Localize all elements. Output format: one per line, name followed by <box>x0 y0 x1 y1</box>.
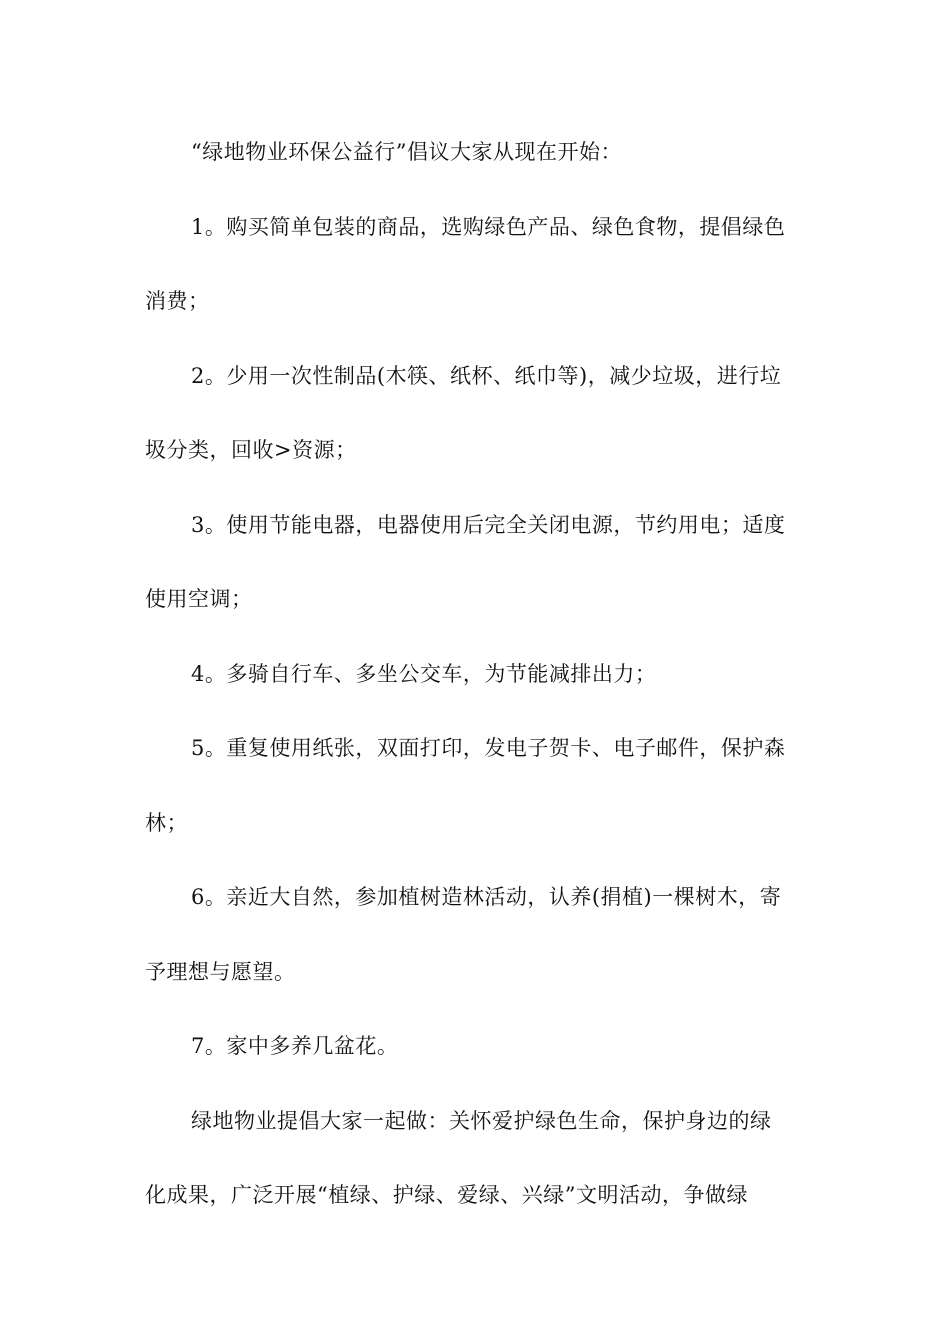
item-7-line-1: 7。家中多养几盆花。 <box>191 1034 399 1058</box>
item-5-line-2: 林； <box>145 810 188 835</box>
item-2-line-1: 2。少用一次性制品(木筷、纸杯、纸巾等)，减少垃圾，进行垃 <box>191 363 782 388</box>
item-4-line-1: 4。多骑自行车、多坐公交车，为节能减排出力； <box>191 661 657 686</box>
closing-line-1: 绿地物业提倡大家一起做：关怀爱护绿色生命，保护身边的绿 <box>191 1108 772 1133</box>
item-3-line-1: 3。使用节能电器，电器使用后完全关闭电源，节约用电；适度 <box>191 512 786 537</box>
closing-line-2: 化成果，广泛开展“植绿、护绿、爱绿、兴绿”文明活动，争做绿 <box>145 1183 748 1207</box>
item-1-line-1: 1。购买简单包装的商品，选购绿色产品、绿色食物，提倡绿色 <box>191 214 786 239</box>
item-6-line-2: 予理想与愿望。 <box>145 959 296 984</box>
document-body <box>145 130 810 1248</box>
item-1-line-2: 消费； <box>145 289 210 313</box>
item-2-line-2: 圾分类，回收>资源； <box>145 438 357 462</box>
item-3-line-2: 使用空调； <box>145 587 253 611</box>
paragraph-intro: “绿地物业环保公益行”倡议大家从现在开始： <box>191 140 622 164</box>
item-6-line-1: 6。亲近大自然，参加植树造林活动，认养(捐植)一棵树木，寄 <box>191 885 782 909</box>
item-5-line-1: 5。重复使用纸张，双面打印，发电子贺卡、电子邮件，保护森 <box>191 736 786 760</box>
